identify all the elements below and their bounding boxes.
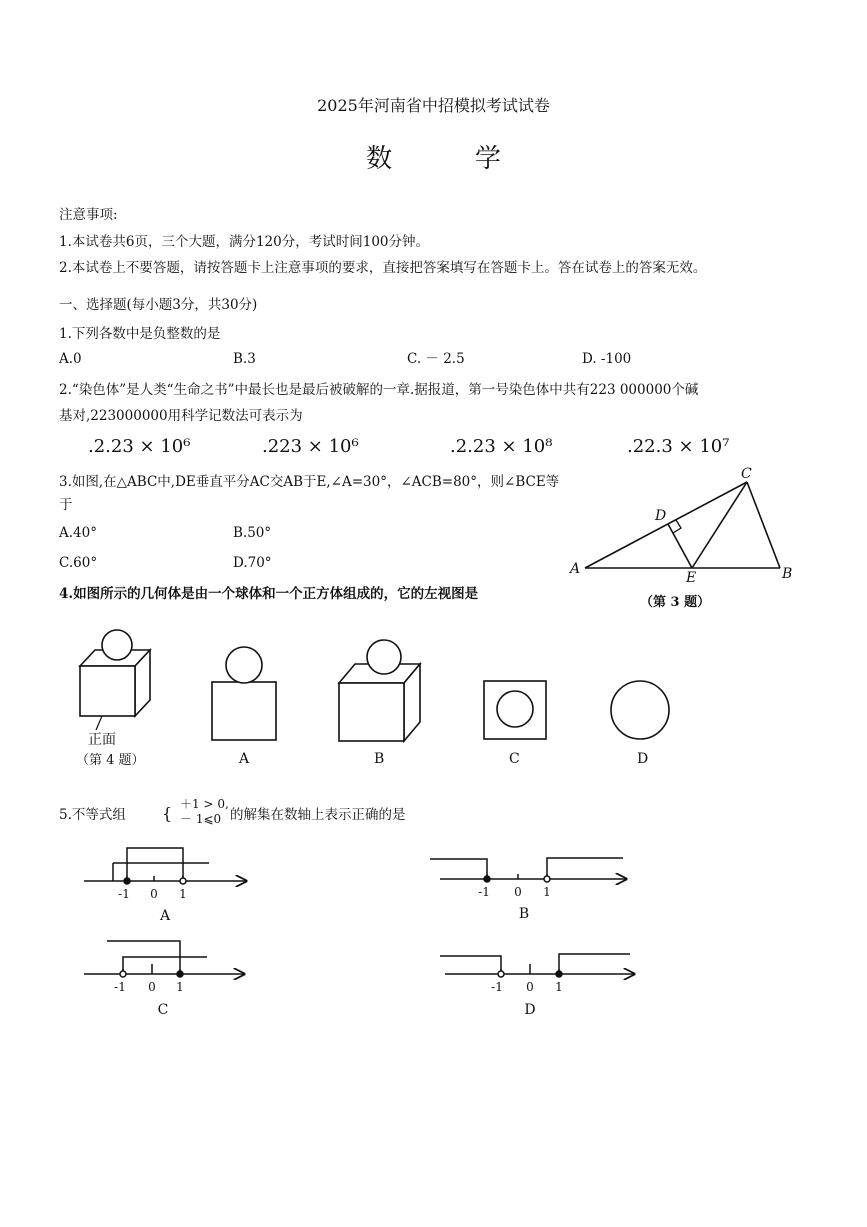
q4-option-d-label: D [637,751,649,767]
q5-stem-suffix: 的解集在数轴上表示正确的是 [230,807,406,823]
tick-label: -1 [478,885,490,899]
q3-option-b: B.50° [233,525,272,541]
tick-label: 1 [179,887,187,901]
q3-option-d: D.70° [233,555,272,571]
tick-label: -1 [118,887,130,901]
label-a: A [570,561,581,577]
q2-option-a: .2.23 × 10⁶ [88,436,191,457]
label-b: B [782,566,793,582]
q2-option-d: .22.3 × 10⁷ [627,436,730,457]
tick-label: 1 [555,980,563,994]
notice-item-2: 2.本试卷上不要答题，请按答题卡上注意事项的要求，直接把答案填写在答题卡上。答在试卷上的答案无效。 [59,260,707,276]
tick-label: 1 [543,885,551,899]
tick-label: 0 [148,980,156,994]
q1-option-d: D. -100 [582,351,632,367]
q1-stem: 1.下列各数中是负整数的是 [59,326,221,342]
label-e: E [686,570,697,586]
q1-option-a: A.0 [59,351,82,367]
q5-option-b-label: B [518,906,530,922]
q1-option-b: B.3 [233,351,256,367]
q5-brace: { [162,804,173,823]
q5-option-c-label: C [157,1002,169,1018]
q2-option-b: .223 × 10⁶ [262,436,359,457]
numline-b [430,858,626,882]
q3-stem-line2: 于 [59,497,73,513]
numline-d [440,954,634,977]
q5-option-a-label: A [159,908,171,924]
tick-label: 0 [514,885,522,899]
label-d: D [655,508,667,524]
q3-stem-line1: 3.如图,在△ABC中,DE垂直平分AC交AB于E,∠A=30°，∠ACB=80°，则∠BCE等 [59,474,560,490]
subject-title: 数 学 [366,144,501,174]
q1-option-c: C. － 2.5 [407,351,465,367]
q4-option-c-label: C [509,751,520,767]
q5-system-line1: ＋1 > 0, [180,797,229,811]
q3-option-a: A.40° [59,525,97,541]
q4-option-a-label: A [239,751,250,767]
exam-title: 2025年河南省中招模拟考试试卷 [317,96,550,115]
tick-label: 1 [176,980,184,994]
section-heading: 一、选择题(每小题3分，共30分) [59,297,258,313]
tick-label: -1 [114,980,126,994]
notice-item-1: 1.本试卷共6页，三个大题，满分120分，考试时间100分钟。 [59,234,430,250]
q2-stem-line1: 2.“染色体”是人类“生命之书”中最长也是最后被破解的一章.据报道，第一号染色体中共有223 000000个碱 [59,382,699,398]
q5-system-line2: － 1⩽0 [180,812,222,826]
tick-label: 0 [150,887,158,901]
q4-option-b-label: B [374,751,385,767]
q2-stem-line2: 基对,223000000用科学记数法可表示为 [59,408,303,424]
q4-stem: 4.如图所示的几何体是由一个球体和一个正方体组成的，它的左视图是 [59,586,479,602]
q3-option-c: C.60° [59,555,98,571]
tick-label: -1 [491,980,503,994]
q5-option-d-label: D [524,1002,536,1018]
tick-label: 0 [526,980,534,994]
q3-caption: （第 3 题） [640,595,711,610]
numline-a [84,848,246,884]
numline-c [84,941,244,977]
q5-stem-prefix: 5.不等式组 [59,807,126,823]
notice-heading: 注意事项: [59,207,118,223]
label-c: C [741,466,752,482]
q4-caption: （第 4 题） [76,753,145,768]
q4-front-label: 正面 [88,732,116,748]
q2-option-c: .2.23 × 10⁸ [450,436,553,457]
